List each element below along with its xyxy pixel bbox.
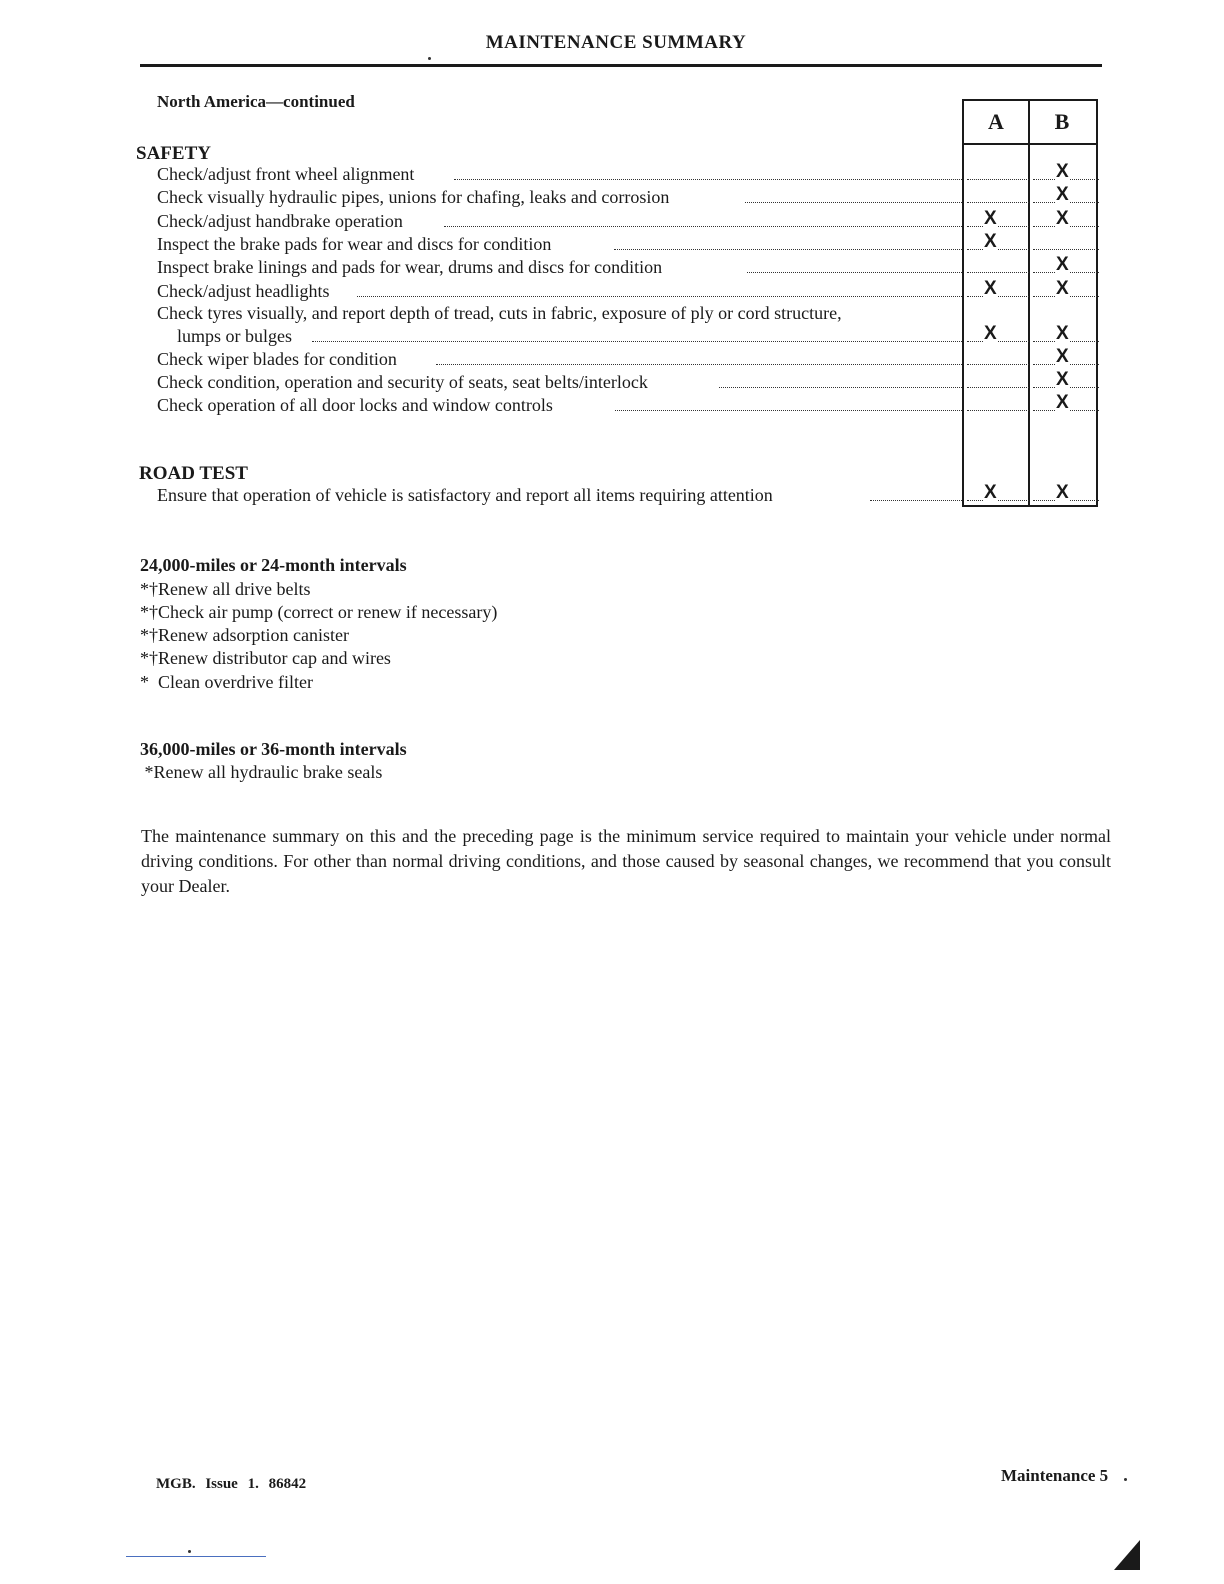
dot-leader <box>454 179 962 180</box>
task-text: Check/adjust handbrake operation <box>157 211 403 231</box>
ab-table-header-rule <box>964 143 1096 145</box>
section-heading-safety: SAFETY <box>136 143 211 164</box>
task-row <box>157 369 1103 394</box>
cell-a-dots <box>967 226 1029 227</box>
dot-leader <box>357 296 962 297</box>
footer-doc-id: MGB. Issue 1. 86842 <box>156 1476 307 1492</box>
dot-leader <box>312 341 962 342</box>
task-row <box>157 231 1103 256</box>
cell-b-dots <box>1033 249 1099 250</box>
region-label: North America—continued <box>157 92 355 111</box>
task-row <box>157 392 1103 417</box>
task-row <box>157 278 1103 303</box>
interval-item: *†Renew distributor cap and wires <box>140 648 391 668</box>
cell-a-dots <box>967 500 1029 501</box>
task-text: Check wiper blades for condition <box>157 349 397 369</box>
cell-a-dots <box>967 272 1029 273</box>
task-text: Check tyres visually, and report depth of tread, cuts in fabric, exposure of ply or cord structure, <box>157 303 842 323</box>
task-row <box>157 254 1103 279</box>
task-text: Check/adjust front wheel alignment <box>157 164 415 184</box>
task-row <box>157 161 1103 186</box>
cell-a-dots <box>967 202 1029 203</box>
scan-speck <box>428 57 431 60</box>
dot-leader <box>747 272 962 273</box>
task-row <box>157 303 1103 325</box>
cell-a-dots <box>967 341 1029 342</box>
cell-a-dots <box>967 296 1029 297</box>
footer-page-label: Maintenance 5 <box>1001 1466 1109 1485</box>
mark-b: X <box>1056 323 1069 344</box>
task-text-continuation: lumps or bulges <box>177 326 292 346</box>
scan-artifact-line <box>126 1556 266 1557</box>
column-header-b: B <box>1054 109 1070 134</box>
scan-speck <box>188 1550 191 1553</box>
task-text: Check/adjust headlights <box>157 281 330 301</box>
task-row <box>157 184 1103 209</box>
mark-a: X <box>984 278 997 299</box>
task-text: Inspect the brake pads for wear and discs for condition <box>157 234 552 254</box>
column-header-a: A <box>988 109 1004 134</box>
dot-leader <box>436 364 962 365</box>
mark-b: X <box>1056 254 1069 275</box>
closing-note: The maintenance summary on this and the preceding page is the minimum service required to maintain your vehicle under normal driving conditions. For other than normal driving conditions, and those caused by seasonal changes, we recommend that you consult your Dealer. <box>141 826 1111 896</box>
dot-leader <box>870 500 962 501</box>
task-text: Check visually hydraulic pipes, unions for chafing, leaks and corrosion <box>157 187 670 207</box>
mark-a: X <box>984 208 997 229</box>
dot-leader <box>719 387 962 388</box>
mark-b: X <box>1056 482 1069 503</box>
page-title: MAINTENANCE SUMMARY <box>485 32 747 53</box>
scan-speck <box>1124 1478 1127 1481</box>
cell-a-dots <box>967 387 1029 388</box>
mark-a: X <box>984 231 997 252</box>
mark-a: X <box>984 482 997 503</box>
task-text: Ensure that operation of vehicle is satisfactory and report all items requiring attention <box>157 485 773 505</box>
title-rule <box>140 64 1102 67</box>
task-row <box>157 323 1103 348</box>
mark-b: X <box>1056 369 1069 390</box>
interval-item: *†Renew all drive belts <box>140 579 311 599</box>
task-text: Inspect brake linings and pads for wear, drums and discs for condition <box>157 257 663 277</box>
mark-b: X <box>1056 161 1069 182</box>
task-row <box>157 482 1103 507</box>
interval-item: *Renew all hydraulic brake seals <box>140 762 383 782</box>
interval-heading-24k: 24,000-miles or 24-month intervals <box>140 555 407 575</box>
task-row <box>157 208 1103 233</box>
cell-a-dots <box>967 364 1029 365</box>
task-text: Check operation of all door locks and window controls <box>157 395 553 415</box>
dot-leader <box>615 410 962 411</box>
mark-b: X <box>1056 208 1069 229</box>
dot-leader <box>444 226 962 227</box>
interval-item: *†Check air pump (correct or renew if necessary) <box>140 602 498 622</box>
task-text: Check condition, operation and security of seats, seat belts/interlock <box>157 372 648 392</box>
cell-a-dots <box>967 249 1029 250</box>
interval-heading-36k: 36,000-miles or 36-month intervals <box>140 739 407 759</box>
task-row <box>157 346 1103 371</box>
cell-a-dots <box>967 410 1029 411</box>
mark-b: X <box>1056 278 1069 299</box>
corner-mark <box>1114 1540 1140 1570</box>
mark-b: X <box>1056 346 1069 367</box>
interval-item: * Clean overdrive filter <box>140 672 313 692</box>
mark-b: X <box>1056 184 1069 205</box>
dot-leader <box>745 202 962 203</box>
mark-a: X <box>984 323 997 344</box>
interval-item: *†Renew adsorption canister <box>140 625 349 645</box>
cell-a-dots <box>967 179 1029 180</box>
dot-leader <box>614 249 962 250</box>
section-heading-road-test: ROAD TEST <box>139 463 248 484</box>
mark-b: X <box>1056 392 1069 413</box>
